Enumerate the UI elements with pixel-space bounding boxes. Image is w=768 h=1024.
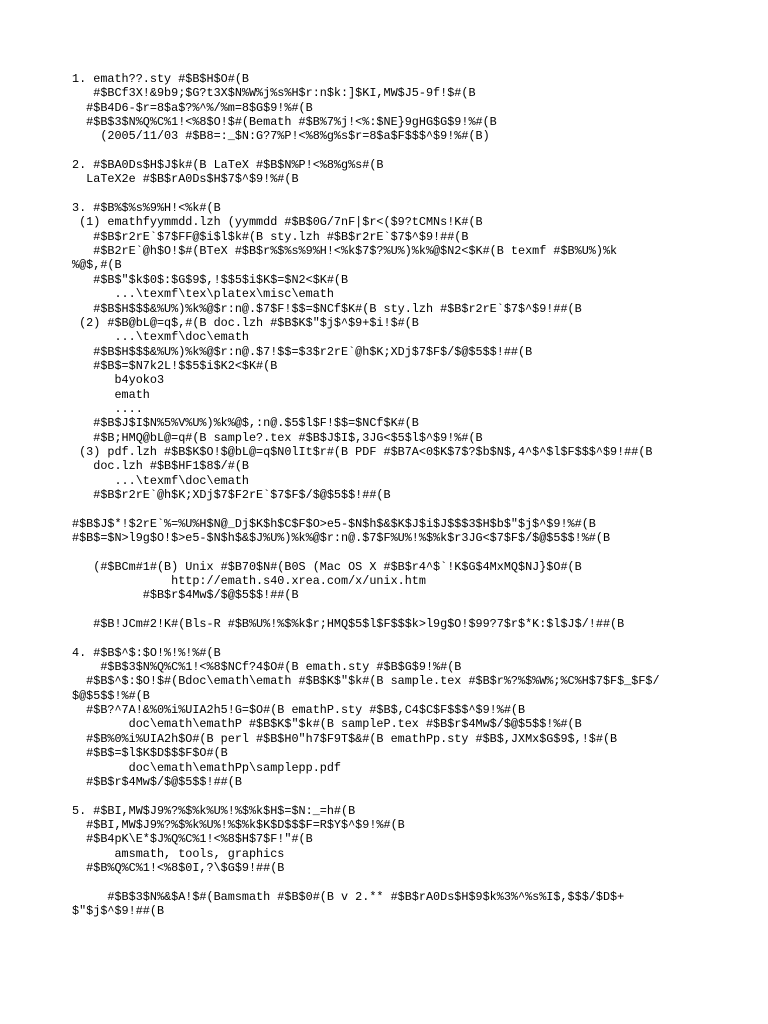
text-line: #$B;HMQ@bL@=q#(B sample?.tex #$B$J$I$,3JG<$5$l$^$9!%#(B xyxy=(72,430,483,445)
text-line xyxy=(72,144,712,158)
text-line: (2) #$B@bL@=q$,#(B doc.lzh #$B$K$"$j$^$9+$i!$#(B xyxy=(72,315,419,330)
text-line: #$B$r2rE`@h$K;XDj$7$F2rE`$7$F$/$@$5$$!##(B xyxy=(72,487,391,502)
text-line: #$B?^7A!&%0%i%UIA2h5!G=$O#(B emathP.sty #$B$,C4$C$F$$$^$9!%#(B xyxy=(72,703,526,718)
text-line: (3) pdf.lzh #$B$K$O!$@bL@=q$N0lIt$r#(B PDF #$B7A<0$K$7$?$b$N$,4^$^$l$F$$$^$9!##(B xyxy=(72,444,653,459)
text-line: #$B%Q%C%1!<%8$0I,?\$G$9!##(B xyxy=(72,860,285,875)
text-line: #$B2rE`@h$O!$#(BTeX #$B$r%$%s%9%H!<%k$7$?%U%)%k%@$N2<$K#(B texmf #$B%U%)%k xyxy=(72,244,618,259)
text-line: (2005/11/03 #$B8=:_$N:G?7%P!<%8%g%s$r=8$a$F$$$^$9!%#(B) xyxy=(72,129,490,144)
text-line: 2. #$BA0Ds$H$J$k#(B LaTeX #$B$N%P!<%8%g%s#(B xyxy=(72,158,384,173)
text-line: %@$,#(B xyxy=(72,258,122,273)
text-line xyxy=(72,603,712,617)
text-line: ...\texmf\tex\platex\misc\emath xyxy=(72,287,334,302)
text-line xyxy=(72,631,712,645)
text-line: #$B$3$N%Q%C%1!<%8$O!$#(Bemath #$B%7%j!<%:$NE}9gHG$G$9!%#(B xyxy=(72,115,497,130)
text-line: #$BI,MW$J9%?%$%k%U%!%$%k$K$D$$$F=R$Y$^$9!%#(B xyxy=(72,817,405,832)
text-line: b4yoko3 xyxy=(72,373,165,388)
text-line: #$B$r$4Mw$/$@$5$$!##(B xyxy=(72,588,299,603)
text-line: #$BCf3X!&9b9;$G?t3X$N%W%j%s%H$r:n$k:]$KI,MW$J5-9f!$#(B xyxy=(72,86,476,101)
text-line: #$B$J$*!$2rE`%=%U%H$N@_Dj$K$h$C$F$O>e5-$N$h$&$K$J$i$J$$$3$H$b$"$j$^$9!%#(B xyxy=(72,516,596,531)
text-line: #$B$3$N%&$A!$#(Bamsmath #$B$0#(B v 2.** #$B$rA0Ds$H$9$k%3%^%s%I$,$$$/$D$+ xyxy=(72,889,625,904)
text-line: #$B4pK\E*$J%Q%C%1!<%8$H$7$F!"#(B xyxy=(72,832,313,847)
text-line: #$B$"$k$0$:$G$9$,!$$5$i$K$=$N2<$K#(B xyxy=(72,272,349,287)
text-line: #$B$r$4Mw$/$@$5$$!##(B xyxy=(72,774,242,789)
text-line: doc\emath\emathPp\samplepp.pdf xyxy=(72,760,342,775)
text-line: doc.lzh #$B$HF1$8$/#(B xyxy=(72,459,249,474)
text-line: LaTeX2e #$B$rA0Ds$H$7$^$9!%#(B xyxy=(72,172,299,187)
text-line: (1) emathfyymmdd.lzh (yymmdd #$B$0G/7nF|$r<($9?tCMNs!K#(B xyxy=(72,215,483,230)
text-line: #$B$=$l$K$D$$$F$O#(B xyxy=(72,746,228,761)
text-line: ...\texmf\doc\emath xyxy=(72,473,249,488)
text-line: #$B$r2rE`$7$FF@$i$l$k#(B sty.lzh #$B$r2rE`$7$^$9!##(B xyxy=(72,229,469,244)
text-line: doc\emath\emathP #$B$K$"$k#(B sampleP.tex #$B$r$4Mw$/$@$5$$!%#(B xyxy=(72,717,582,732)
text-line: #$B$H$$$&%U%)%k%@$r:n@.$7!$$=$3$r2rE`@h$K;XDj$7$F$/$@$5$$!##(B xyxy=(72,344,533,359)
text-line: #$B!JCm#2!K#(Bls-R #$B%U%!%$%k$r;HMQ$5$l$F$$$k>l9g$O!$99?7$r$*K:$l$J$/!##(B xyxy=(72,617,625,632)
text-line xyxy=(72,502,712,516)
text-line: (#$BCm#1#(B) Unix #$B70$N#(B0S (Mac OS X #$B$r4^$`!K$G$4MxMQ$NJ}$O#(B xyxy=(72,559,582,574)
text-line xyxy=(72,875,712,889)
text-line xyxy=(72,789,712,803)
text-line: http://emath.s40.xrea.com/x/unix.htm xyxy=(72,574,426,589)
text-line: #$B$3$N%Q%C%1!<%8$NCf?4$O#(B emath.sty #$B$G$9!%#(B xyxy=(72,660,462,675)
text-line: 5. #$BI,MW$J9%?%$%k%U%!%$%k$H$=$N:_=h#(B xyxy=(72,803,356,818)
document-body xyxy=(72,72,712,918)
text-line: #$B$=$N>l9g$O!$>e5-$N$h$&$J%U%)%k%@$r:n@.$7$F%U%!%$%k$r3JG<$7$F$/$@$5$$!%#(B xyxy=(72,531,611,545)
text-line: $@$5$$!%#(B xyxy=(72,688,150,703)
text-line: 4. #$B$^$:$O!%!%!%#(B xyxy=(72,645,221,660)
text-line: 1. emath??.sty #$B$H$O#(B xyxy=(72,72,249,86)
text-line: amsmath, tools, graphics xyxy=(72,846,285,861)
text-line: $"$j$^$9!##(B xyxy=(72,903,165,918)
text-line xyxy=(72,545,712,559)
text-line: #$B4D6-$r=8$a$?%^%/%m=8$G$9!%#(B xyxy=(72,100,313,115)
text-line: #$B$J$I$N%5%V%U%)%k%@$,:n@.$5$l$F!$$=$NCf$K#(B xyxy=(72,416,419,431)
text-line: ...\texmf\doc\emath xyxy=(72,330,249,345)
text-line: emath xyxy=(72,387,150,402)
text-line: .... xyxy=(72,401,143,416)
text-line: #$B%0%i%UIA2h$O#(B perl #$B$H0"h7$F9T$&#(B emathPp.sty #$B$,JXMx$G$9$,!$#(B xyxy=(72,731,618,746)
text-line: #$B$^$:$O!$#(Bdoc\emath\emath #$B$K$"$k#(B sample.tex #$B$r%?%$%W%;%C%H$7$F$_$F$/ xyxy=(72,674,660,689)
text-line xyxy=(72,187,712,201)
text-line: 3. #$B%$%s%9%H!<%k#(B xyxy=(72,201,221,216)
text-line: #$B$=$N7k2L!$$5$i$K2<$K#(B xyxy=(72,358,278,373)
text-line: #$B$H$$$&%U%)%k%@$r:n@.$7$F!$$=$NCf$K#(B sty.lzh #$B$r2rE`$7$^$9!##(B xyxy=(72,301,582,316)
